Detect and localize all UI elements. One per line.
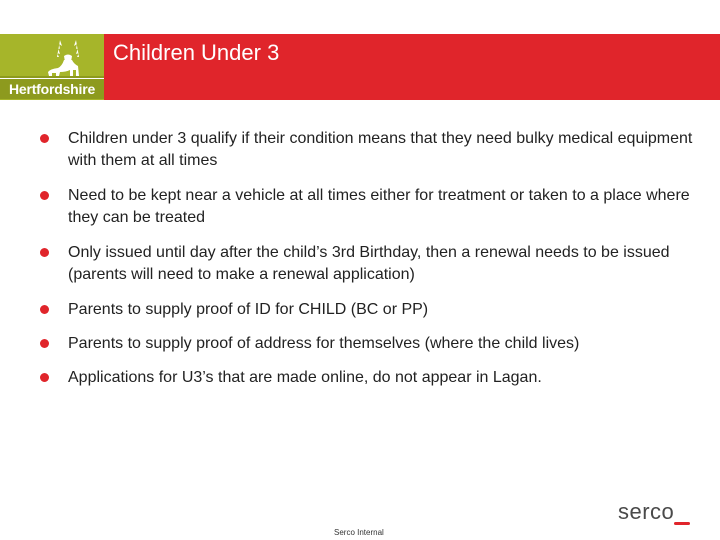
classification-label: Serco Internal	[334, 528, 384, 537]
bullet-dot-icon	[40, 248, 49, 257]
deer-icon	[0, 34, 104, 80]
bullet-list	[40, 128, 700, 401]
bullet-dot-icon	[40, 339, 49, 348]
list-item	[40, 333, 700, 355]
serco-logo-accent	[674, 522, 690, 525]
list-item	[40, 299, 700, 321]
bullet-dot-icon	[40, 373, 49, 382]
list-item-text: Parents to supply proof of ID for CHILD (BC or PP)	[68, 301, 429, 318]
bullet-dot-icon	[40, 191, 49, 200]
list-item-text: Applications for U3’s that are made online, do not appear in Lagan.	[68, 369, 542, 386]
list-item-text: Only issued until day after the child’s 3rd Birthday, then a renewal needs to be issued (parents will need to make a renewal application)	[68, 244, 670, 283]
serco-logo: serco	[618, 499, 675, 524]
list-item	[40, 367, 700, 389]
page-title: Children Under 3	[113, 40, 280, 65]
title-bar	[104, 34, 720, 100]
bullet-dot-icon	[40, 134, 49, 143]
list-item	[40, 185, 700, 229]
hertfordshire-logo	[0, 34, 104, 100]
bullet-dot-icon	[40, 305, 49, 314]
logo-wordmark: Hertfordshire	[0, 78, 104, 99]
list-item-text: Children under 3 qualify if their condition means that they need bulky medical equipment with them at all times	[68, 130, 693, 169]
list-item	[40, 128, 700, 172]
list-item	[40, 242, 700, 286]
list-item-text: Parents to supply proof of address for themselves (where the child lives)	[68, 335, 580, 352]
list-item-text: Need to be kept near a vehicle at all times either for treatment or taken to a place where they can be treated	[68, 187, 690, 226]
